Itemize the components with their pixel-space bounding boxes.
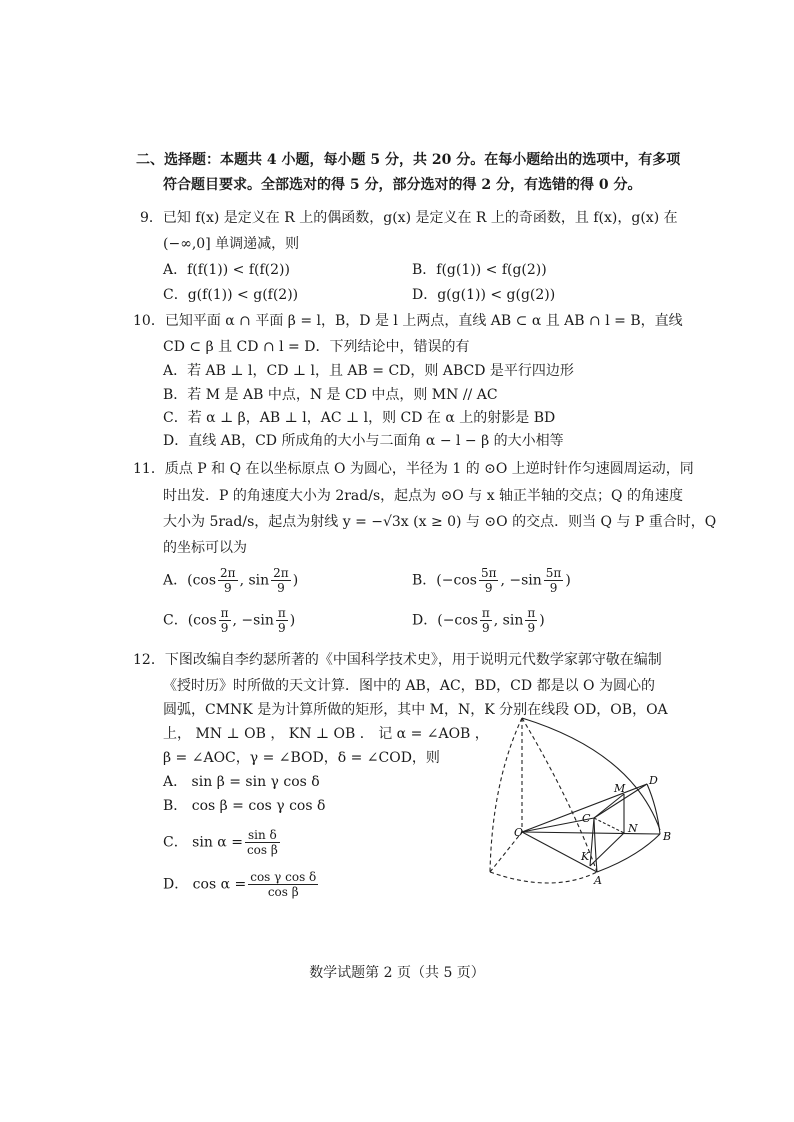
label-O: O [514, 826, 524, 839]
arc-BD [647, 784, 660, 834]
q11-stem-line2: 时出发．P 的角速度大小为 2rad/s，起点为 ⊙O 与 x 轴正半轴的交点；Q 的角速度 [163, 488, 683, 504]
q9-stem-line1: 9．已知 f(x) 是定义在 R 上的偶函数，g(x) 是定义在 R 上的奇函数，且 f(x)，g(x) 在 [140, 210, 678, 226]
arc-AB [597, 834, 660, 872]
q10-option-d: D．直线 AB，CD 所成角的大小与二面角 α − l − β 的大小相等 [163, 433, 564, 449]
fraction: $\frac{\pi}{9}$ [481, 606, 490, 635]
q12-stem-line4: 上， MN ⊥ OB ， KN ⊥ OB ． 记 α = ∠AOB ， [163, 726, 489, 742]
q12-stem-line2: 《授时历》时所做的天文计算．图中的 AB，AC，BD，CD 都是以 O 为圆心的 [163, 678, 655, 694]
bottom-dashed-arc [490, 872, 597, 883]
q9-option-b: B．f(g(1)) < f(g(2)) [412, 262, 547, 278]
q9-option-d: D．g(g(1)) < g(g(2)) [412, 287, 556, 303]
segment-OB [522, 832, 660, 834]
fraction: $\frac{\text{sin δ}}{\text{cos β}}$ [246, 828, 278, 857]
fraction: $\frac{\pi}{9}$ [527, 606, 536, 635]
label-C: C [582, 812, 591, 825]
spherical-geometry-figure [482, 712, 682, 892]
label-B: B [663, 830, 672, 843]
left-dashed-arc [490, 718, 522, 872]
q10-option-b: B．若 M 是 AB 中点，N 是 CD 中点，则 MN // AC [163, 387, 498, 403]
fraction: $\frac{2\pi}{9}$ [273, 566, 289, 595]
outer-arc-top [522, 718, 660, 830]
center-dashed-arc [522, 718, 597, 872]
label-A: A [594, 874, 602, 887]
q12-stem-line5: β = ∠AOC，γ = ∠BOD，δ = ∠COD，则 [163, 750, 440, 766]
q11-stem-line3: 大小为 5rad/s，起点为射线 y = −√3x (x ≥ 0) 与 ⊙O 的交点．则当 Q 与 P 重合时，Q [163, 514, 717, 530]
q10-stem-line2: CD ⊂ β 且 CD ∩ l = D．下列结论中，错误的有 [163, 339, 470, 355]
segment-CM [594, 794, 624, 818]
section-header-line2: 符合题目要求。全部选对的得 5 分，部分选对的得 2 分，有选错的得 0 分。 [163, 177, 642, 193]
label-K: K [581, 850, 590, 863]
fraction: $\frac{2\pi}{9}$ [220, 566, 236, 595]
q11-option-b: B．(−cos $\frac{5\pi}{9}$ , −sin $\frac{5\pi}{9}$ ) [412, 566, 571, 595]
q12-option-d: D． cos α = $\frac{\text{cos γ cos δ}}{\text{cos β}}$ [163, 870, 317, 899]
q10-option-c: C．若 α ⊥ β，AB ⊥ l，AC ⊥ l，则 CD 在 α 上的射影是 BD [163, 410, 556, 426]
fraction: $\frac{\pi}{9}$ [220, 606, 229, 635]
q9-stem-line2: (−∞,0] 单调递减，则 [163, 236, 300, 252]
fraction: $\frac{5\pi}{9}$ [545, 566, 562, 595]
fraction: $\frac{\pi}{9}$ [277, 606, 286, 635]
q9-option-a: A．f(f(1)) < f(f(2)) [163, 262, 290, 278]
segment-CN [594, 818, 624, 833]
q11-stem-line1: 11．质点 P 和 Q 在以坐标原点 O 为圆心，半径为 1 的 ⊙O 上逆时针作匀速圆周运动，同 [133, 461, 694, 477]
label-N: N [628, 822, 638, 835]
q12-stem-line1: 12．下图改编自李约瑟所著的《中国科学技术史》，用于说明元代数学家郭守敬在编制 [133, 652, 662, 668]
q12-stem-line3: 圆弧，CMNK 是为计算所做的矩形，其中 M，N，K 分别在线段 OD，OB，OA [163, 702, 668, 718]
q11-option-d: D．(−cos $\frac{\pi}{9}$ , sin $\frac{\pi}{9}$ ) [412, 606, 545, 635]
label-D: D [649, 774, 658, 787]
q12-option-b: B． cos β = cos γ cos δ [163, 798, 326, 814]
q11-stem-line4: 的坐标可以为 [163, 540, 247, 556]
section-header-line1: 二、选择题：本题共 4 小题，每小题 5 分，共 20 分。在每小题给出的选项中，有多项 [136, 152, 681, 168]
fraction: $\frac{\text{cos γ cos δ}}{\text{cos β}}$ [250, 870, 317, 899]
q10-stem-line1: 10．已知平面 α ∩ 平面 β = l，B，D 是 l 上两点，直线 AB ⊂ α 且 AB ∩ l = B，直线 [133, 313, 683, 329]
q10-option-a: A．若 AB ⊥ l，CD ⊥ l，且 AB = CD，则 ABCD 是平行四边形 [163, 363, 574, 379]
label-M: M [614, 782, 626, 795]
q11-option-c: C．(cos $\frac{\pi}{9}$ , −sin $\frac{\pi}{9}$ ) [163, 606, 296, 635]
page-footer: 数学试题第 2 页（共 5 页） [309, 965, 485, 981]
q11-option-a: A．(cos $\frac{2\pi}{9}$ , sin $\frac{2\pi}{9}$ ) [163, 566, 299, 595]
fraction: $\frac{5\pi}{9}$ [480, 566, 497, 595]
q12-option-c: C． sin α = $\frac{\text{sin δ}}{\text{cos β}}$ [163, 828, 278, 857]
q12-option-a: A． sin β = sin γ cos δ [163, 774, 320, 790]
q9-option-c: C．g(f(1)) < g(f(2)) [163, 287, 299, 303]
